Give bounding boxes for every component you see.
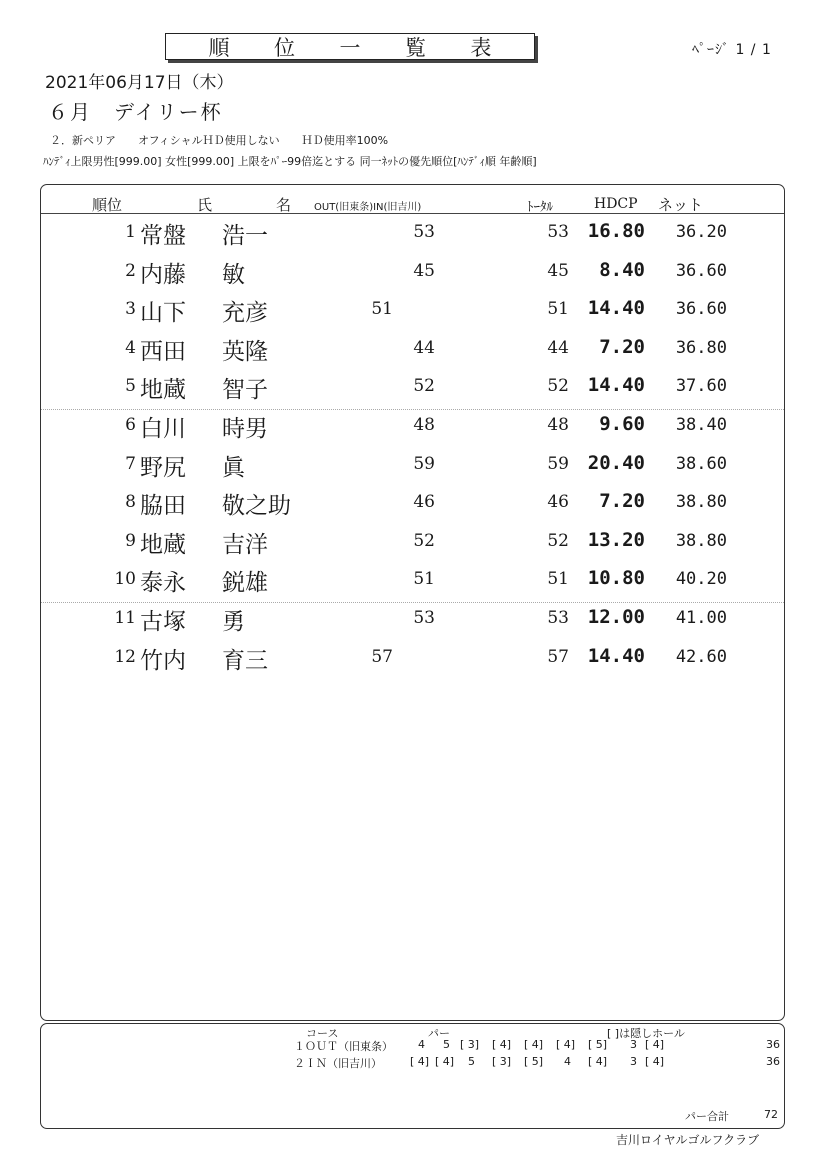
total-score-cell: 48 bbox=[547, 415, 569, 435]
table-row bbox=[0, 484, 826, 522]
page-title: 順 位 一 覧 表 bbox=[165, 33, 535, 60]
net-score-cell: 41.00 bbox=[675, 608, 727, 628]
net-score-cell: 36.80 bbox=[675, 337, 727, 358]
out-score-cell: 53 bbox=[413, 222, 435, 242]
scoring-conditions: ２．新ペリア オフィシャルＨＤ使用しない ＨＤ使用率100% bbox=[50, 134, 389, 147]
rank-cell: 3 bbox=[125, 299, 136, 320]
hole-par: 5 bbox=[468, 1055, 475, 1068]
hole-par: [ 4] bbox=[588, 1055, 608, 1068]
hole-par: [ 4] bbox=[524, 1038, 544, 1051]
family-name-cell: 泰永 bbox=[140, 570, 186, 597]
given-name-cell: 英隆 bbox=[222, 338, 268, 365]
course-label: コース bbox=[306, 1027, 339, 1040]
rank-cell: 10 bbox=[114, 569, 136, 590]
hdcp-cell: 20.40 bbox=[587, 451, 645, 474]
rank-cell: 2 bbox=[125, 260, 136, 281]
net-score-cell: 38.60 bbox=[675, 453, 727, 474]
table-row bbox=[0, 407, 826, 445]
table-row bbox=[0, 330, 826, 368]
net-score-cell: 37.60 bbox=[675, 376, 727, 397]
total-score-cell: 51 bbox=[547, 299, 569, 320]
given-name-cell: 敬之助 bbox=[222, 493, 291, 520]
hole-par: [ 4] bbox=[556, 1038, 576, 1051]
header-name-1: 氏 bbox=[197, 196, 213, 214]
header-total: ﾄｰﾀﾙ bbox=[527, 200, 553, 215]
course-par-total: 36 bbox=[766, 1055, 780, 1068]
hdcp-cell: 10.80 bbox=[587, 567, 645, 590]
given-name-cell: 充彦 bbox=[222, 300, 268, 327]
handicap-conditions: ﾊﾝﾃﾞｨ上限男性[999.00] 女性[999.00] 上限をﾊﾟｰ99倍迄とする 同一ﾈｯﾄの優先順位[ﾊﾝﾃﾞｨ順 年齢順] bbox=[43, 155, 537, 168]
hdcp-cell: 7.20 bbox=[599, 490, 645, 513]
table-row bbox=[0, 291, 826, 329]
family-name-cell: 地蔵 bbox=[140, 531, 186, 558]
family-name-cell: 古塚 bbox=[140, 609, 186, 635]
given-name-cell: 鋭雄 bbox=[222, 570, 268, 597]
rank-cell: 4 bbox=[125, 337, 136, 358]
table-row bbox=[0, 639, 826, 677]
table-row bbox=[0, 523, 826, 561]
family-name-cell: 内藤 bbox=[140, 261, 186, 288]
table-row bbox=[0, 214, 826, 252]
hdcp-cell: 12.00 bbox=[587, 606, 645, 628]
given-name-cell: 浩一 bbox=[222, 223, 268, 249]
table-row bbox=[0, 253, 826, 291]
row-group-divider bbox=[41, 409, 784, 410]
table-row bbox=[0, 368, 826, 406]
net-score-cell: 36.60 bbox=[675, 299, 727, 320]
header-net: ネット bbox=[658, 196, 704, 214]
par-total-value: 72 bbox=[764, 1108, 778, 1121]
course-out-name: １ＯＵＴ（旧東条） bbox=[294, 1040, 393, 1053]
out-score-cell: 53 bbox=[413, 608, 435, 628]
hole-par: 4 bbox=[564, 1055, 571, 1068]
total-score-cell: 52 bbox=[547, 530, 569, 551]
hdcp-cell: 7.20 bbox=[599, 335, 645, 358]
total-score-cell: 46 bbox=[547, 492, 569, 513]
hole-par: [ 4] bbox=[435, 1055, 455, 1068]
in-score-cell: 57 bbox=[371, 646, 393, 667]
given-name-cell: 吉洋 bbox=[222, 531, 268, 558]
hole-par: [ 4] bbox=[645, 1038, 665, 1051]
rank-cell: 9 bbox=[125, 530, 136, 551]
hdcp-cell: 14.40 bbox=[587, 374, 645, 397]
total-score-cell: 57 bbox=[547, 646, 569, 667]
rank-cell: 8 bbox=[125, 492, 136, 513]
net-score-cell: 36.20 bbox=[675, 222, 727, 242]
par-label: パー bbox=[428, 1027, 450, 1040]
hole-par: [ 3] bbox=[460, 1038, 480, 1051]
given-name-cell: 育三 bbox=[222, 647, 268, 674]
rank-cell: 12 bbox=[114, 646, 136, 667]
page-number: ﾍﾟｰｼﾞ 1 / 1 bbox=[692, 42, 772, 58]
table-row bbox=[0, 446, 826, 484]
net-score-cell: 42.60 bbox=[675, 646, 727, 667]
family-name-cell: 白川 bbox=[140, 416, 186, 442]
hole-par: [ 4] bbox=[645, 1055, 665, 1068]
hole-par: 5 bbox=[443, 1038, 450, 1051]
total-score-cell: 59 bbox=[547, 453, 569, 474]
given-name-cell: 時男 bbox=[222, 416, 268, 442]
hdcp-cell: 13.20 bbox=[587, 528, 645, 551]
out-score-cell: 45 bbox=[413, 260, 435, 281]
total-score-cell: 53 bbox=[547, 608, 569, 628]
family-name-cell: 脇田 bbox=[140, 493, 186, 520]
hole-par: [ 5] bbox=[588, 1038, 608, 1051]
hdcp-cell: 8.40 bbox=[599, 258, 645, 281]
total-score-cell: 45 bbox=[547, 260, 569, 281]
net-score-cell: 38.40 bbox=[675, 415, 727, 435]
table-row bbox=[0, 600, 826, 638]
course-in-name: ２ＩＮ（旧吉川） bbox=[294, 1057, 382, 1070]
hole-par: 4 bbox=[418, 1038, 425, 1051]
hdcp-cell: 14.40 bbox=[587, 297, 645, 320]
out-score-cell: 52 bbox=[413, 376, 435, 397]
net-score-cell: 38.80 bbox=[675, 492, 727, 513]
hole-par: [ 5] bbox=[524, 1055, 544, 1068]
out-score-cell: 52 bbox=[413, 530, 435, 551]
family-name-cell: 地蔵 bbox=[140, 377, 186, 404]
family-name-cell: 野尻 bbox=[140, 454, 186, 481]
out-score-cell: 48 bbox=[413, 415, 435, 435]
header-out-in: OUT(旧東条)IN(旧吉川) bbox=[314, 202, 422, 213]
rank-cell: 1 bbox=[125, 222, 136, 242]
given-name-cell: 智子 bbox=[222, 377, 268, 404]
hdcp-cell: 16.80 bbox=[587, 220, 645, 242]
given-name-cell: 眞 bbox=[222, 454, 245, 481]
out-score-cell: 59 bbox=[413, 453, 435, 474]
competition-name: ６月 デイリー杯 bbox=[48, 100, 223, 124]
rank-cell: 6 bbox=[125, 415, 136, 435]
row-group-divider bbox=[41, 602, 784, 603]
header-name-2: 名 bbox=[276, 196, 292, 214]
course-par-total: 36 bbox=[766, 1038, 780, 1051]
out-score-cell: 51 bbox=[413, 569, 435, 590]
hole-par: [ 4] bbox=[492, 1038, 512, 1051]
out-score-cell: 46 bbox=[413, 492, 435, 513]
hole-par: [ 3] bbox=[492, 1055, 512, 1068]
rank-cell: 7 bbox=[125, 453, 136, 474]
header-rank: 順位 bbox=[92, 196, 123, 214]
family-name-cell: 竹内 bbox=[140, 647, 186, 674]
hdcp-cell: 9.60 bbox=[599, 413, 645, 435]
par-total-label: パー合計 bbox=[685, 1110, 729, 1123]
given-name-cell: 勇 bbox=[222, 609, 245, 635]
hidden-hole-note: [ ]は隠しホール bbox=[607, 1027, 685, 1040]
hole-par: 3 bbox=[630, 1038, 637, 1051]
total-score-cell: 51 bbox=[547, 569, 569, 590]
rank-cell: 5 bbox=[125, 376, 136, 397]
hole-par: [ 4] bbox=[410, 1055, 430, 1068]
net-score-cell: 38.80 bbox=[675, 530, 727, 551]
header-hdcp: HDCP bbox=[594, 196, 638, 212]
event-date: 2021年06月17日（木） bbox=[45, 73, 234, 93]
hdcp-cell: 14.40 bbox=[587, 644, 645, 667]
total-score-cell: 52 bbox=[547, 376, 569, 397]
club-name: 吉川ロイヤルゴルフクラブ bbox=[616, 1133, 760, 1147]
family-name-cell: 西田 bbox=[140, 338, 186, 365]
total-score-cell: 44 bbox=[547, 337, 569, 358]
in-score-cell: 51 bbox=[371, 299, 393, 320]
given-name-cell: 敏 bbox=[222, 261, 245, 288]
rank-cell: 11 bbox=[114, 608, 136, 628]
hole-par: 3 bbox=[630, 1055, 637, 1068]
net-score-cell: 40.20 bbox=[675, 569, 727, 590]
total-score-cell: 53 bbox=[547, 222, 569, 242]
net-score-cell: 36.60 bbox=[675, 260, 727, 281]
family-name-cell: 山下 bbox=[140, 300, 186, 327]
family-name-cell: 常盤 bbox=[140, 223, 186, 249]
out-score-cell: 44 bbox=[413, 337, 435, 358]
table-row bbox=[0, 561, 826, 599]
